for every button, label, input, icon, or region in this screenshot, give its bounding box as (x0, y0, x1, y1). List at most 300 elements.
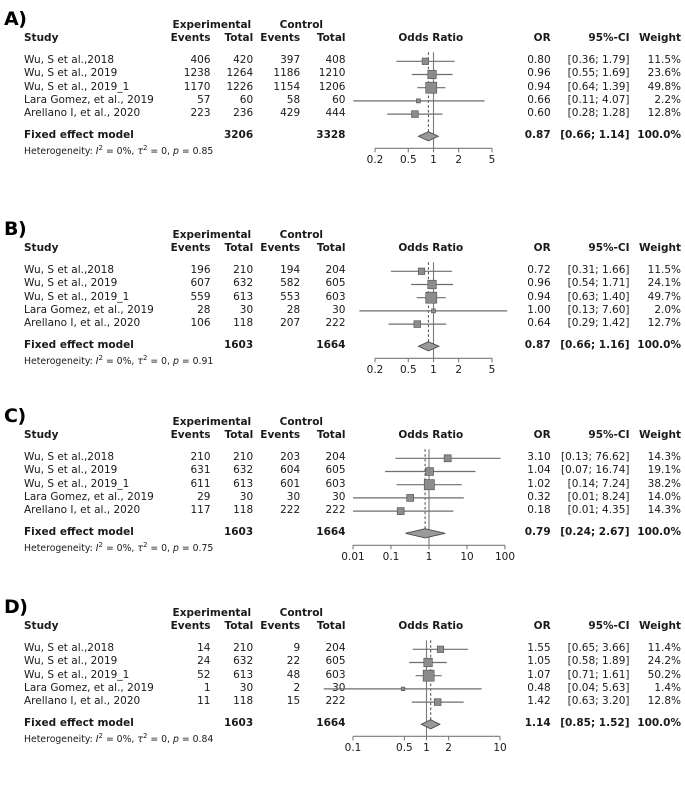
ctl-total-value: 30 (305, 682, 350, 695)
ctl-total-value: 605 (305, 277, 350, 290)
ctl-total-value: 222 (305, 504, 350, 517)
exp-total-value: 613 (215, 669, 258, 682)
exp-events-value: 24 (171, 655, 215, 668)
plot-cell (351, 655, 512, 668)
weight-value: 12.7% (636, 317, 685, 330)
exp-total-value: 118 (215, 317, 258, 330)
exp-total-value: 118 (215, 695, 258, 708)
x-axis-tick-label: 2 (455, 364, 462, 376)
exp-events-value: 29 (171, 491, 215, 504)
ctl-total-header: Total (305, 242, 350, 255)
summary-plot-cell (351, 129, 512, 142)
plot-title: Odds Ratio (351, 32, 512, 45)
table-row[interactable] (0, 264, 685, 277)
plot-header-spacer (351, 606, 512, 620)
x-axis-tick-label: 1 (430, 364, 437, 376)
plot-header-spacer (351, 228, 512, 242)
plot-cell (351, 682, 512, 695)
study-header: Study (0, 242, 171, 255)
study-label: Wu, S et al.,2018 (0, 264, 171, 277)
ci-value: [0.01; 4.35] (557, 504, 636, 517)
plot-cell (351, 669, 512, 682)
plot-header-spacer (351, 18, 512, 32)
fixed-effect-label: Fixed effect model (0, 526, 171, 539)
table-row[interactable] (0, 464, 685, 477)
summary-exp-events-blank (171, 717, 215, 730)
ctl-events-header: Events (257, 429, 305, 442)
table-row[interactable] (0, 682, 685, 695)
ctl-events-value: 429 (257, 107, 305, 120)
summary-plot-cell (351, 717, 512, 730)
header-spacer-row (0, 633, 685, 642)
study-header: Study (0, 620, 171, 633)
summary-exp-total: 1603 (215, 339, 258, 352)
x-axis-tick-label: 0.5 (396, 742, 413, 754)
exp-events-value: 1 (171, 682, 215, 695)
ci-value: [0.13; 76.62] (557, 451, 636, 464)
group-header-spacer (0, 228, 171, 242)
ctl-total-header: Total (305, 429, 350, 442)
table-row[interactable] (0, 317, 685, 330)
table-row[interactable] (0, 81, 685, 94)
exp-total-value: 210 (215, 642, 258, 655)
header-spacer-row (0, 255, 685, 264)
weight-value: 14.3% (636, 451, 685, 464)
or-header: OR (511, 429, 557, 442)
summary-row (0, 129, 685, 142)
weight-header: Weight (636, 242, 685, 255)
exp-total-header: Total (215, 242, 258, 255)
ctl-events-value: 9 (257, 642, 305, 655)
study-label: Wu, S et al., 2019_1 (0, 669, 171, 682)
ci-value: [0.31; 1.66] (557, 264, 636, 277)
experimental-group-header: Experimental (171, 606, 258, 620)
panel-letter: D) (4, 596, 27, 618)
table-row[interactable] (0, 54, 685, 67)
study-label: Lara Gomez, et al., 2019 (0, 491, 171, 504)
spacer-cell (0, 120, 685, 129)
table-row[interactable] (0, 669, 685, 682)
weight-header: Weight (636, 620, 685, 633)
ctl-events-value: 194 (257, 264, 305, 277)
summary-ci: [0.24; 2.67] (557, 526, 636, 539)
x-axis-tick-label: 1 (430, 154, 437, 166)
x-axis-tick-label: 5 (489, 154, 496, 166)
exp-events-value: 106 (171, 317, 215, 330)
summary-exp-total: 1603 (215, 717, 258, 730)
ci-value: [0.14; 7.24] (557, 478, 636, 491)
header-spacer-row (0, 442, 685, 451)
exp-events-value: 607 (171, 277, 215, 290)
summary-or: 0.79 (511, 526, 557, 539)
exp-total-value: 30 (215, 682, 258, 695)
plot-cell (351, 81, 512, 94)
or-value: 0.80 (511, 54, 557, 67)
exp-events-value: 14 (171, 642, 215, 655)
ctl-events-value: 48 (257, 669, 305, 682)
ctl-total-value: 30 (305, 491, 350, 504)
ctl-events-header: Events (257, 32, 305, 45)
exp-total-value: 118 (215, 504, 258, 517)
ci-value: [0.36; 1.79] (557, 54, 636, 67)
plot-cell (351, 695, 512, 708)
header-spacer-row (0, 45, 685, 54)
x-axis-tick-label: 2 (445, 742, 452, 754)
summary-gap-row (0, 708, 685, 717)
summary-ctl-events-blank (257, 129, 305, 142)
x-axis-tick-label: 1 (423, 742, 430, 754)
heterogeneity-text: Heterogeneity: $I^2 = 0\%$, $\tau^2 = 0$, p = 0.85 (0, 142, 351, 158)
ci-header: 95%-CI (557, 242, 636, 255)
heterogeneity-row (0, 539, 685, 555)
heterogeneity-row (0, 352, 685, 368)
ctl-total-value: 30 (305, 304, 350, 317)
exp-total-header: Total (215, 429, 258, 442)
ctl-events-header: Events (257, 620, 305, 633)
study-label: Arellano I, et al., 2020 (0, 317, 171, 330)
ctl-total-header: Total (305, 620, 350, 633)
group-header-spacer (0, 606, 171, 620)
study-label: Wu, S et al., 2019 (0, 655, 171, 668)
ctl-total-value: 605 (305, 464, 350, 477)
heterogeneity-spacer (351, 352, 685, 368)
or-value: 0.96 (511, 67, 557, 80)
weight-value: 50.2% (636, 669, 685, 682)
table-row[interactable] (0, 695, 685, 708)
ci-header-spacer (557, 606, 636, 620)
summary-gap-row (0, 330, 685, 339)
weight-value: 24.2% (636, 655, 685, 668)
x-axis-tick-label: 1 (426, 551, 433, 563)
or-value: 1.42 (511, 695, 557, 708)
group-header-row (0, 606, 685, 620)
forest-panel-d (0, 596, 685, 786)
summary-plot-cell (351, 339, 512, 352)
exp-events-value: 611 (171, 478, 215, 491)
summary-or: 0.87 (511, 339, 557, 352)
ci-header: 95%-CI (557, 32, 636, 45)
ci-value: [0.29; 1.42] (557, 317, 636, 330)
or-value: 0.66 (511, 94, 557, 107)
study-label: Wu, S et al.,2018 (0, 54, 171, 67)
weight-header-spacer (636, 18, 685, 32)
ctl-total-value: 444 (305, 107, 350, 120)
ctl-events-value: 22 (257, 655, 305, 668)
spacer-cell (0, 255, 685, 264)
exp-events-value: 631 (171, 464, 215, 477)
ci-header: 95%-CI (557, 429, 636, 442)
group-header-spacer (0, 415, 171, 429)
summary-or: 1.14 (511, 717, 557, 730)
study-label: Lara Gomez, et al., 2019 (0, 94, 171, 107)
exp-events-value: 117 (171, 504, 215, 517)
ci-value: [0.64; 1.39] (557, 81, 636, 94)
plot-cell (351, 642, 512, 655)
x-axis-tick-label: 0.2 (367, 364, 384, 376)
weight-value: 24.1% (636, 277, 685, 290)
x-axis-tick-label: 10 (493, 742, 506, 754)
exp-events-value: 559 (171, 291, 215, 304)
or-value: 0.18 (511, 504, 557, 517)
spacer-cell (0, 442, 685, 451)
x-axis-tick-label: 0.2 (367, 154, 384, 166)
weight-value: 11.4% (636, 642, 685, 655)
heterogeneity-spacer (351, 539, 685, 555)
exp-total-header: Total (215, 620, 258, 633)
ctl-total-value: 603 (305, 291, 350, 304)
plot-cell (351, 67, 512, 80)
exp-total-value: 60 (215, 94, 258, 107)
fixed-effect-label: Fixed effect model (0, 129, 171, 142)
ctl-total-value: 1210 (305, 67, 350, 80)
or-value: 3.10 (511, 451, 557, 464)
ci-value: [0.71; 1.61] (557, 669, 636, 682)
exp-events-value: 223 (171, 107, 215, 120)
exp-total-header: Total (215, 32, 258, 45)
ctl-events-value: 397 (257, 54, 305, 67)
plot-cell (351, 491, 512, 504)
exp-events-value: 406 (171, 54, 215, 67)
ctl-events-value: 582 (257, 277, 305, 290)
control-group-header: Control (257, 228, 350, 242)
x-axis-tick-label: 0.5 (400, 154, 417, 166)
x-axis-tick-label: 2 (455, 154, 462, 166)
table-row[interactable] (0, 491, 685, 504)
ci-value: [0.04; 5.63] (557, 682, 636, 695)
study-header: Study (0, 32, 171, 45)
panel-letter: A) (4, 8, 26, 30)
table-row[interactable] (0, 504, 685, 517)
summary-exp-total: 3206 (215, 129, 258, 142)
plot-cell (351, 94, 512, 107)
ctl-total-value: 603 (305, 478, 350, 491)
exp-total-value: 210 (215, 264, 258, 277)
weight-value: 2.2% (636, 94, 685, 107)
summary-exp-events-blank (171, 526, 215, 539)
spacer-cell (0, 633, 685, 642)
table-row[interactable] (0, 642, 685, 655)
ctl-total-value: 222 (305, 317, 350, 330)
plot-cell (351, 277, 512, 290)
x-axis-tick-label: 0.1 (383, 551, 400, 563)
or-value: 0.60 (511, 107, 557, 120)
or-value: 1.04 (511, 464, 557, 477)
ctl-total-value: 1206 (305, 81, 350, 94)
spacer-cell (0, 330, 685, 339)
table-row[interactable] (0, 67, 685, 80)
experimental-group-header: Experimental (171, 18, 258, 32)
table-row[interactable] (0, 277, 685, 290)
weight-value: 49.8% (636, 81, 685, 94)
summary-weight: 100.0% (636, 526, 685, 539)
weight-value: 19.1% (636, 464, 685, 477)
summary-gap-row (0, 120, 685, 129)
forest-panel-c (0, 405, 685, 595)
table-row[interactable] (0, 655, 685, 668)
ctl-events-header: Events (257, 242, 305, 255)
ci-value: [0.13; 7.60] (557, 304, 636, 317)
study-label: Lara Gomez, et al., 2019 (0, 304, 171, 317)
weight-value: 12.8% (636, 695, 685, 708)
plot-title: Odds Ratio (351, 242, 512, 255)
exp-total-value: 236 (215, 107, 258, 120)
summary-weight: 100.0% (636, 717, 685, 730)
x-axis-tick-label: 100 (495, 551, 515, 563)
summary-ci: [0.66; 1.16] (557, 339, 636, 352)
heterogeneity-spacer (351, 730, 685, 746)
or-value: 0.64 (511, 317, 557, 330)
spacer-cell (0, 45, 685, 54)
study-label: Wu, S et al., 2019_1 (0, 478, 171, 491)
table-row[interactable] (0, 107, 685, 120)
column-header-row (0, 620, 685, 633)
summary-weight: 100.0% (636, 129, 685, 142)
x-axis-tick-label: 0.5 (400, 364, 417, 376)
control-group-header: Control (257, 415, 350, 429)
weight-value: 1.4% (636, 682, 685, 695)
plot-title: Odds Ratio (351, 620, 512, 633)
exp-events-header: Events (171, 620, 215, 633)
plot-cell (351, 464, 512, 477)
ctl-events-value: 1154 (257, 81, 305, 94)
study-header: Study (0, 429, 171, 442)
x-axis-tick-label: 5 (489, 364, 496, 376)
summary-ctl-events-blank (257, 717, 305, 730)
summary-or: 0.87 (511, 129, 557, 142)
study-label: Wu, S et al., 2019 (0, 277, 171, 290)
ci-value: [0.63; 1.40] (557, 291, 636, 304)
spacer-cell (0, 708, 685, 717)
ci-value: [0.58; 1.89] (557, 655, 636, 668)
ctl-total-value: 605 (305, 655, 350, 668)
study-label: Wu, S et al., 2019 (0, 464, 171, 477)
summary-ctl-total: 1664 (305, 717, 350, 730)
weight-header-spacer (636, 228, 685, 242)
or-value: 1.02 (511, 478, 557, 491)
summary-exp-events-blank (171, 129, 215, 142)
ci-value: [0.54; 1.71] (557, 277, 636, 290)
or-header-spacer (511, 18, 557, 32)
ci-value: [0.28; 1.28] (557, 107, 636, 120)
ctl-events-value: 1186 (257, 67, 305, 80)
control-group-header: Control (257, 606, 350, 620)
weight-header: Weight (636, 32, 685, 45)
exp-events-value: 210 (171, 451, 215, 464)
exp-events-header: Events (171, 32, 215, 45)
table-row[interactable] (0, 291, 685, 304)
exp-total-value: 632 (215, 655, 258, 668)
summary-ctl-events-blank (257, 526, 305, 539)
exp-events-value: 196 (171, 264, 215, 277)
exp-total-value: 1264 (215, 67, 258, 80)
forest-panel-a (0, 8, 685, 198)
ci-value: [0.01; 8.24] (557, 491, 636, 504)
exp-total-value: 613 (215, 291, 258, 304)
table-row[interactable] (0, 304, 685, 317)
summary-ctl-total: 1664 (305, 526, 350, 539)
or-value: 0.48 (511, 682, 557, 695)
forest-table (0, 415, 685, 556)
column-header-row (0, 429, 685, 442)
forest-table (0, 606, 685, 747)
panel-letter: C) (4, 405, 26, 427)
plot-cell (351, 304, 512, 317)
summary-row (0, 526, 685, 539)
plot-cell (351, 107, 512, 120)
ctl-events-value: 28 (257, 304, 305, 317)
forest-table (0, 228, 685, 369)
spacer-cell (0, 517, 685, 526)
summary-ctl-events-blank (257, 339, 305, 352)
table-row[interactable] (0, 451, 685, 464)
ci-value: [0.55; 1.69] (557, 67, 636, 80)
exp-events-value: 1238 (171, 67, 215, 80)
summary-ctl-total: 1664 (305, 339, 350, 352)
heterogeneity-spacer (351, 142, 685, 158)
plot-cell (351, 54, 512, 67)
or-value: 1.55 (511, 642, 557, 655)
summary-ctl-total: 3328 (305, 129, 350, 142)
summary-gap-row (0, 517, 685, 526)
or-value: 0.32 (511, 491, 557, 504)
table-row[interactable] (0, 478, 685, 491)
study-label: Arellano I, et al., 2020 (0, 504, 171, 517)
ctl-total-value: 204 (305, 451, 350, 464)
study-label: Arellano I, et al., 2020 (0, 107, 171, 120)
study-label: Wu, S et al.,2018 (0, 451, 171, 464)
exp-total-value: 420 (215, 54, 258, 67)
plot-header-spacer (351, 415, 512, 429)
plot-title: Odds Ratio (351, 429, 512, 442)
or-value: 0.96 (511, 277, 557, 290)
ctl-total-value: 204 (305, 264, 350, 277)
summary-exp-total: 1603 (215, 526, 258, 539)
plot-cell (351, 264, 512, 277)
ci-value: [0.11; 4.07] (557, 94, 636, 107)
ci-header-spacer (557, 18, 636, 32)
forest-table (0, 18, 685, 159)
panel-letter: B) (4, 218, 26, 240)
ci-value: [0.63; 3.20] (557, 695, 636, 708)
ctl-events-value: 30 (257, 491, 305, 504)
weight-value: 11.5% (636, 264, 685, 277)
weight-header-spacer (636, 415, 685, 429)
ctl-events-value: 604 (257, 464, 305, 477)
ctl-events-value: 553 (257, 291, 305, 304)
weight-value: 12.8% (636, 107, 685, 120)
table-row[interactable] (0, 94, 685, 107)
or-header-spacer (511, 228, 557, 242)
summary-plot-cell (351, 526, 512, 539)
group-header-spacer (0, 18, 171, 32)
exp-events-header: Events (171, 429, 215, 442)
x-axis-tick-label: 0.01 (341, 551, 364, 563)
study-label: Wu, S et al.,2018 (0, 642, 171, 655)
x-axis-tick-label: 10 (460, 551, 473, 563)
experimental-group-header: Experimental (171, 415, 258, 429)
study-label: Wu, S et al., 2019_1 (0, 291, 171, 304)
summary-exp-events-blank (171, 339, 215, 352)
weight-value: 14.0% (636, 491, 685, 504)
weight-header: Weight (636, 429, 685, 442)
study-label: Lara Gomez, et al., 2019 (0, 682, 171, 695)
ctl-events-value: 222 (257, 504, 305, 517)
heterogeneity-text: Heterogeneity: $I^2 = 0\%$, $\tau^2 = 0$, p = 0.84 (0, 730, 351, 746)
summary-row (0, 339, 685, 352)
ci-header: 95%-CI (557, 620, 636, 633)
group-header-row (0, 18, 685, 32)
x-axis-tick-label: 0.1 (345, 742, 362, 754)
